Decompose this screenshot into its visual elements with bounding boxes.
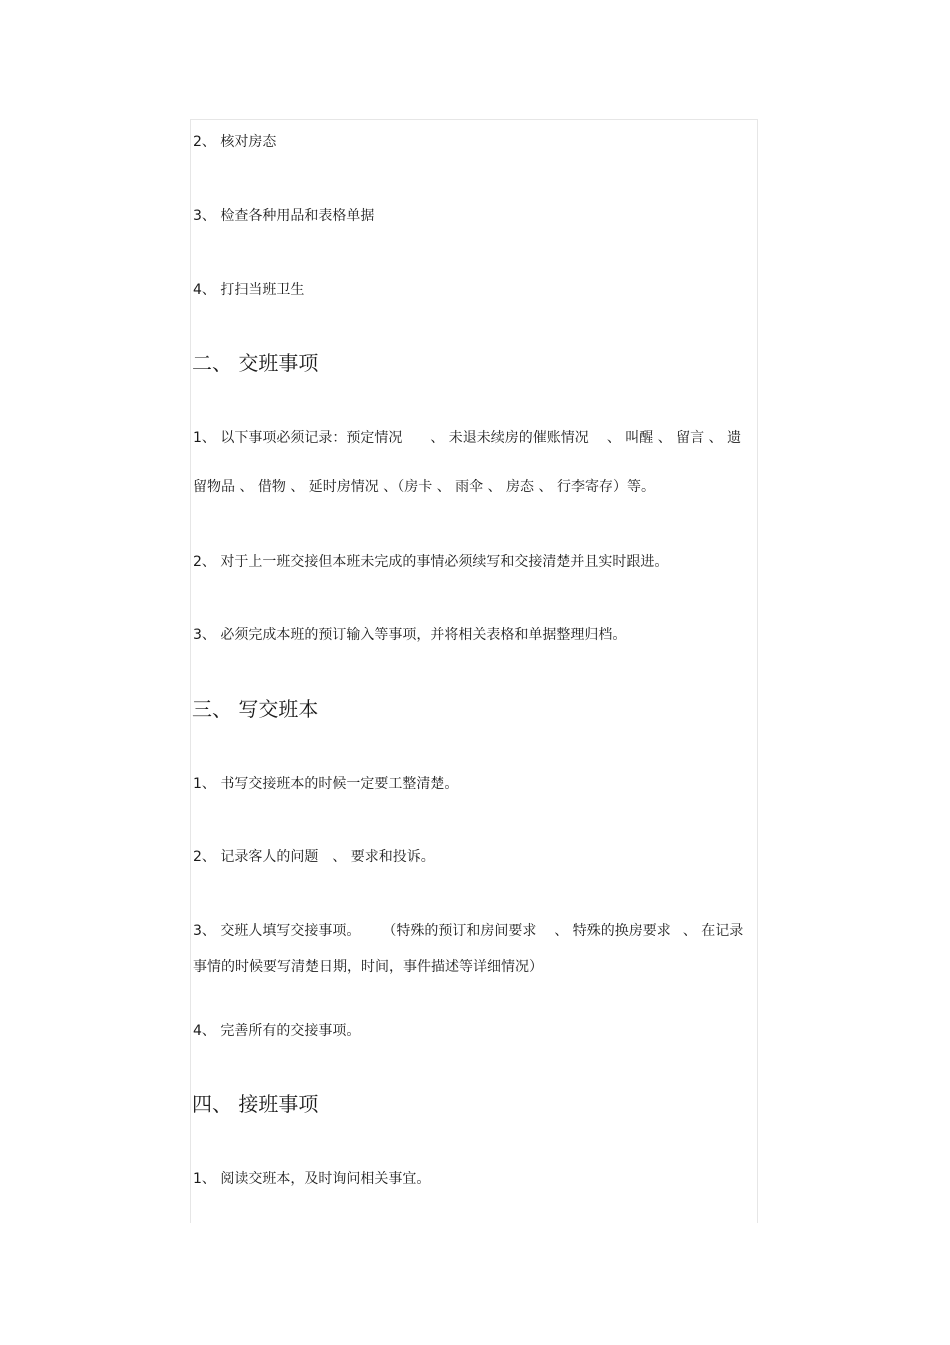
section-heading-takeover-items: 四、 接班事项 — [192, 1092, 319, 1116]
list-item — [193, 922, 743, 940]
text-span: 、 要求和投诉。 — [332, 849, 435, 865]
text-span: 2、 记录客人的问题 — [193, 849, 319, 865]
text-span: 1、 以下事项必须记录：预定情况 — [193, 430, 403, 446]
list-item: 2、 对于上一班交接但本班未完成的事情必须续写和交接清楚并且实时跟进。 — [193, 554, 669, 570]
list-item: 4、 打扫当班卫生 — [193, 282, 305, 298]
text-span: 3、 交班人填写交接事项。 — [193, 923, 361, 939]
list-item: 4、 完善所有的交接事项。 — [193, 1023, 361, 1039]
list-item — [193, 429, 741, 447]
text-span: 、 在记录 — [682, 923, 744, 939]
text-span: 、 特殊的换房要求 — [554, 923, 671, 939]
text-span: 、 未退未续房的催账情况 — [430, 430, 589, 446]
list-item-continuation: 留物品 、 借物 、 延时房情况 、（房卡 、 雨伞 、 房态 、 行李寄存）等。 — [193, 479, 655, 495]
list-item: 1、 阅读交班本，及时询问相关事宜。 — [193, 1171, 431, 1187]
list-item — [193, 848, 435, 866]
text-span: （特殊的预订和房间要求 — [382, 923, 537, 939]
list-item: 3、 检查各种用品和表格单据 — [193, 208, 375, 224]
list-item: 3、 必须完成本班的预订输入等事项，并将相关表格和单据整理归档。 — [193, 627, 627, 643]
list-item-continuation: 事情的时候要写清楚日期，时间，事件描述等详细情况） — [193, 959, 543, 975]
section-heading-handover-items: 二、 交班事项 — [192, 351, 319, 375]
list-item: 1、 书写交接班本的时候一定要工整清楚。 — [193, 776, 459, 792]
text-span: 、 叫醒 、 留言 、 遗 — [606, 430, 742, 446]
section-heading-write-log: 三、 写交班本 — [192, 697, 319, 721]
list-item: 2、 核对房态 — [193, 134, 277, 150]
